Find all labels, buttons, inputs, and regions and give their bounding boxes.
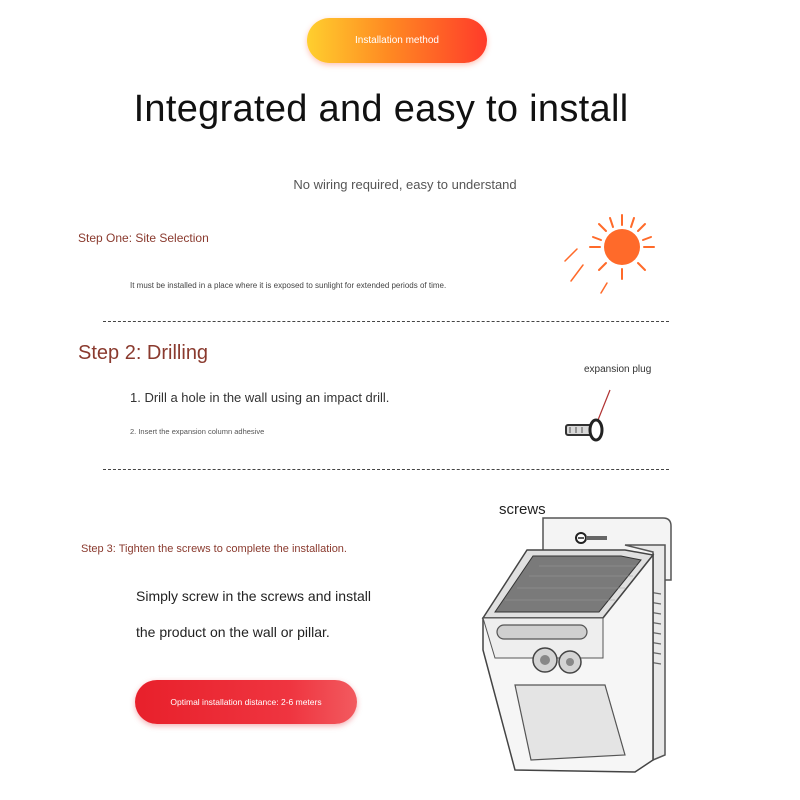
page-subtitle: No wiring required, easy to understand [293, 177, 517, 192]
solar-light-illustration [475, 510, 685, 780]
step1-description: It must be installed in a place where it is exposed to sunlight for extended periods of time. [130, 281, 447, 290]
step2-title: Step 2: Drilling [78, 342, 209, 364]
sun-icon [555, 205, 665, 300]
step3-title: Step 3: Tighten the screws to complete the installation. [81, 543, 347, 555]
expansion-plug-icon [560, 385, 620, 450]
step3-instruction-2: the product on the wall or pillar. [136, 624, 330, 640]
expansion-plug-label: expansion plug [584, 364, 652, 375]
distance-badge [135, 680, 357, 724]
page-title: Integrated and easy to install [133, 88, 629, 130]
step2-instruction-1: 1. Drill a hole in the wall using an impact drill. [130, 390, 390, 405]
step3-instruction-1: Simply screw in the screws and install [136, 588, 371, 604]
installation-method-badge [307, 18, 487, 63]
badge-label: Installation method [355, 35, 439, 46]
step1-title: Step One: Site Selection [78, 231, 209, 245]
section-divider [103, 469, 669, 470]
distance-badge-label: Optimal installation distance: 2-6 meters [170, 697, 322, 707]
screws-label: screws [499, 501, 546, 518]
step2-instruction-2: 2. Insert the expansion column adhesive [130, 427, 265, 436]
section-divider [103, 321, 669, 322]
